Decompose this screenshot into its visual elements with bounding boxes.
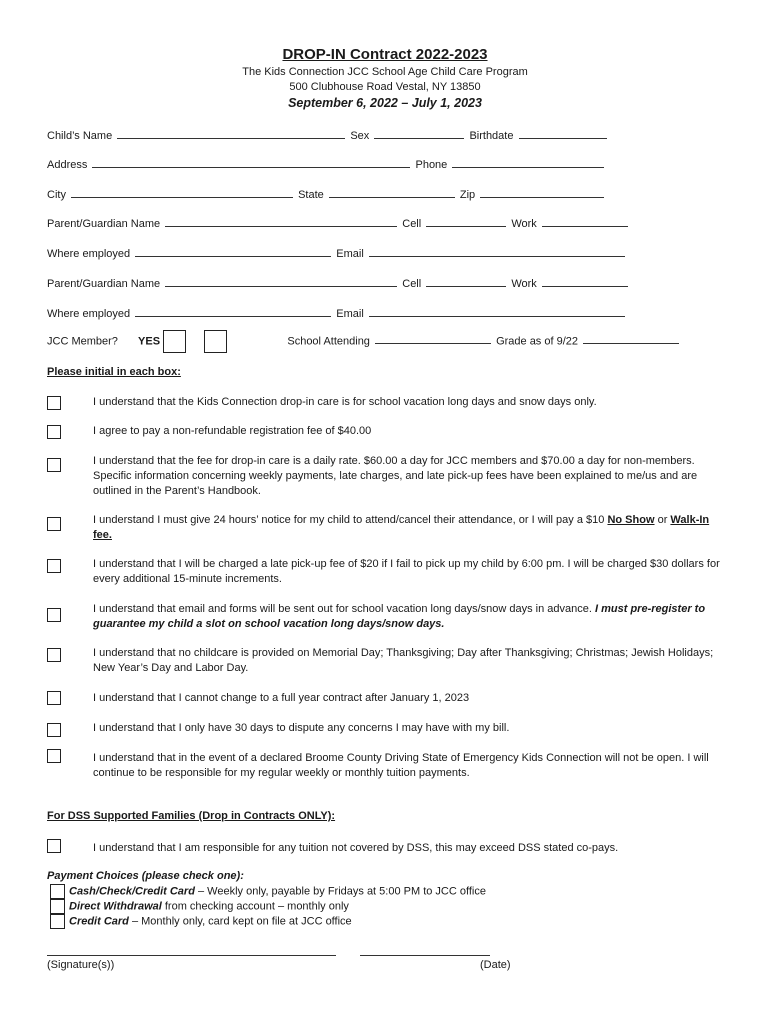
policy-dss-tuition: I understand that I am responsible for any tuition not covered by DSS, this may exceed DSS stated co-pays.	[93, 842, 619, 854]
email-forms-text: I understand that email and forms will be sent out for school vacation long days/snow days in advance.	[93, 603, 592, 615]
address-field[interactable]	[92, 157, 410, 168]
work-field[interactable]	[542, 276, 628, 287]
school-attending-field[interactable]	[375, 333, 491, 344]
signature-line[interactable]	[47, 955, 336, 956]
work-field[interactable]	[542, 216, 628, 227]
state-label: State	[298, 189, 324, 201]
email-label: Email	[336, 248, 364, 260]
child-info-row	[47, 128, 609, 142]
employment-row-2	[47, 306, 627, 320]
address-label: Address	[47, 159, 88, 171]
parent-row-1	[47, 216, 630, 230]
policy-state-of-emergency: I understand that in the event of a declared Broome County Driving State of Emergency Kids Connection will not be open. I will continue to be responsible for my regular weekly or monthly tuition payments.	[93, 752, 709, 779]
where-employed-field[interactable]	[135, 306, 331, 317]
where-employed-field[interactable]	[135, 246, 331, 257]
birthdate-label: Birthdate	[469, 130, 514, 142]
payment-direct-checkbox[interactable]	[50, 899, 65, 914]
initial-box-2[interactable]	[47, 425, 61, 439]
child-name-field[interactable]	[117, 128, 345, 139]
initial-box-10[interactable]	[47, 749, 61, 763]
initial-box-1[interactable]	[47, 396, 61, 410]
policy-drop-in-days: I understand that the Kids Connection drop-in care is for school vacation long days and snow days only.	[93, 396, 597, 408]
payment-cash-label: Cash/Check/Credit Card	[69, 885, 195, 898]
initial-box-9[interactable]	[47, 723, 61, 737]
payment-direct-label: Direct Withdrawal	[69, 900, 162, 913]
payment-cash-desc: – Weekly only, payable by Fridays at 5:00 PM to JCC office	[194, 885, 486, 898]
grade-field[interactable]	[583, 333, 679, 344]
sex-label: Sex	[350, 130, 370, 142]
policy-notice-text: I understand I must give 24 hours’ notice for my child to attend/cancel their attendance, or I will pay a $10	[93, 514, 605, 526]
payment-direct-desc: from checking account – monthly only	[161, 900, 349, 913]
phone-field[interactable]	[452, 157, 604, 168]
jcc-member-no-checkbox[interactable]	[204, 330, 227, 353]
policy-billing-dispute: I understand that I only have 30 days to dispute any concerns I may have with my bill.	[93, 722, 510, 734]
email-label: Email	[336, 308, 364, 320]
where-employed-label: Where employed	[47, 248, 131, 260]
payment-option-direct-withdrawal	[50, 899, 349, 914]
initial-box-5[interactable]	[47, 559, 61, 573]
city-field[interactable]	[71, 187, 293, 198]
cell-label: Cell	[402, 218, 422, 230]
walk-in-fee-text: Walk-In fee.	[93, 514, 710, 541]
payment-cash-checkbox[interactable]	[50, 884, 65, 899]
child-name-label: Child’s Name	[47, 130, 113, 142]
zip-field[interactable]	[480, 187, 604, 198]
payment-credit-checkbox[interactable]	[50, 914, 65, 929]
state-field[interactable]	[329, 187, 455, 198]
parent-row-2	[47, 276, 630, 290]
payment-option-cash	[50, 884, 486, 899]
work-label: Work	[511, 278, 537, 290]
parent-name-label: Parent/Guardian Name	[47, 278, 161, 290]
policy-late-pickup: I understand that I will be charged a late pick-up fee of $20 if I fail to pick up my child by 6:00 pm. I will be charged $30 dollars for every additional 15-minute increments.	[93, 558, 720, 585]
city-label: City	[47, 189, 66, 201]
cell-field[interactable]	[426, 216, 506, 227]
policy-email-forms	[93, 602, 725, 632]
parent-name-field[interactable]	[165, 276, 397, 287]
initial-box-3[interactable]	[47, 458, 61, 472]
dss-heading: For DSS Supported Families (Drop in Contracts ONLY):	[47, 810, 336, 822]
parent-name-label: Parent/Guardian Name	[47, 218, 161, 230]
payment-credit-label: Credit Card	[69, 915, 129, 928]
sex-field[interactable]	[374, 128, 464, 139]
work-label: Work	[511, 218, 537, 230]
school-attending-label: School Attending	[287, 335, 370, 348]
cell-label: Cell	[402, 278, 422, 290]
pre-register-text: I must pre-register to guarantee my child a slot on school vacation long days/snow days.	[93, 603, 706, 630]
where-employed-label: Where employed	[47, 308, 131, 320]
policy-registration-fee: I agree to pay a non-refundable registration fee of $40.00	[93, 425, 372, 437]
payment-credit-desc: – Monthly only, card kept on file at JCC office	[128, 915, 352, 928]
initial-box-7[interactable]	[47, 648, 61, 662]
no-show-text: No Show	[607, 514, 655, 526]
initial-box-6[interactable]	[47, 608, 61, 622]
email-field[interactable]	[369, 246, 625, 257]
cell-field[interactable]	[426, 276, 506, 287]
membership-row	[47, 330, 681, 353]
initial-box-8[interactable]	[47, 691, 61, 705]
contract-title: DROP-IN Contract 2022-2023	[282, 46, 488, 63]
city-row	[47, 187, 606, 201]
jcc-member-yes-checkbox[interactable]	[163, 330, 186, 353]
zip-label: Zip	[459, 189, 476, 201]
parent-name-field[interactable]	[165, 216, 397, 227]
jcc-member-label: JCC Member?	[47, 335, 118, 348]
policy-contract-change: I understand that I cannot change to a full year contract after January 1, 2023	[93, 692, 470, 704]
date-label: (Date)	[480, 959, 511, 971]
policy-notice	[93, 513, 725, 543]
employment-row-1	[47, 246, 627, 260]
date-line[interactable]	[360, 955, 490, 956]
yes-label: YES	[138, 335, 161, 348]
email-field[interactable]	[369, 306, 625, 317]
policy-holidays: I understand that no childcare is provided on Memorial Day; Thanksgiving; Day after Thanksgiving; Christmas; Jewish Holidays; New Year’s Day and Labor Day.	[93, 647, 714, 674]
program-name: The Kids Connection JCC School Age Child Care Program	[242, 66, 528, 78]
address-row	[47, 157, 606, 171]
policy-daily-rate: I understand that the fee for drop-in care is a daily rate. $60.00 a day for JCC members and $70.00 a day for non-members. Specific information concerning weekly payments, late charges, and late pick-up fees have been explained to me/us and are outlined in the Parent’s Handbook.	[93, 455, 698, 497]
initial-box-dss[interactable]	[47, 839, 61, 853]
grade-label: Grade as of 9/22	[496, 335, 579, 348]
phone-label: Phone	[415, 159, 448, 171]
contract-dates: September 6, 2022 – July 1, 2023	[288, 96, 482, 110]
initial-heading: Please initial in each box:	[47, 366, 181, 378]
payment-option-credit-card	[50, 914, 352, 929]
birthdate-field[interactable]	[519, 128, 607, 139]
signature-label: (Signature(s))	[47, 959, 115, 971]
program-address: 500 Clubhouse Road Vestal, NY 13850	[289, 81, 481, 93]
or-text: or	[657, 514, 668, 526]
initial-box-4[interactable]	[47, 517, 61, 531]
payment-heading: Payment Choices (please check one):	[47, 870, 244, 882]
